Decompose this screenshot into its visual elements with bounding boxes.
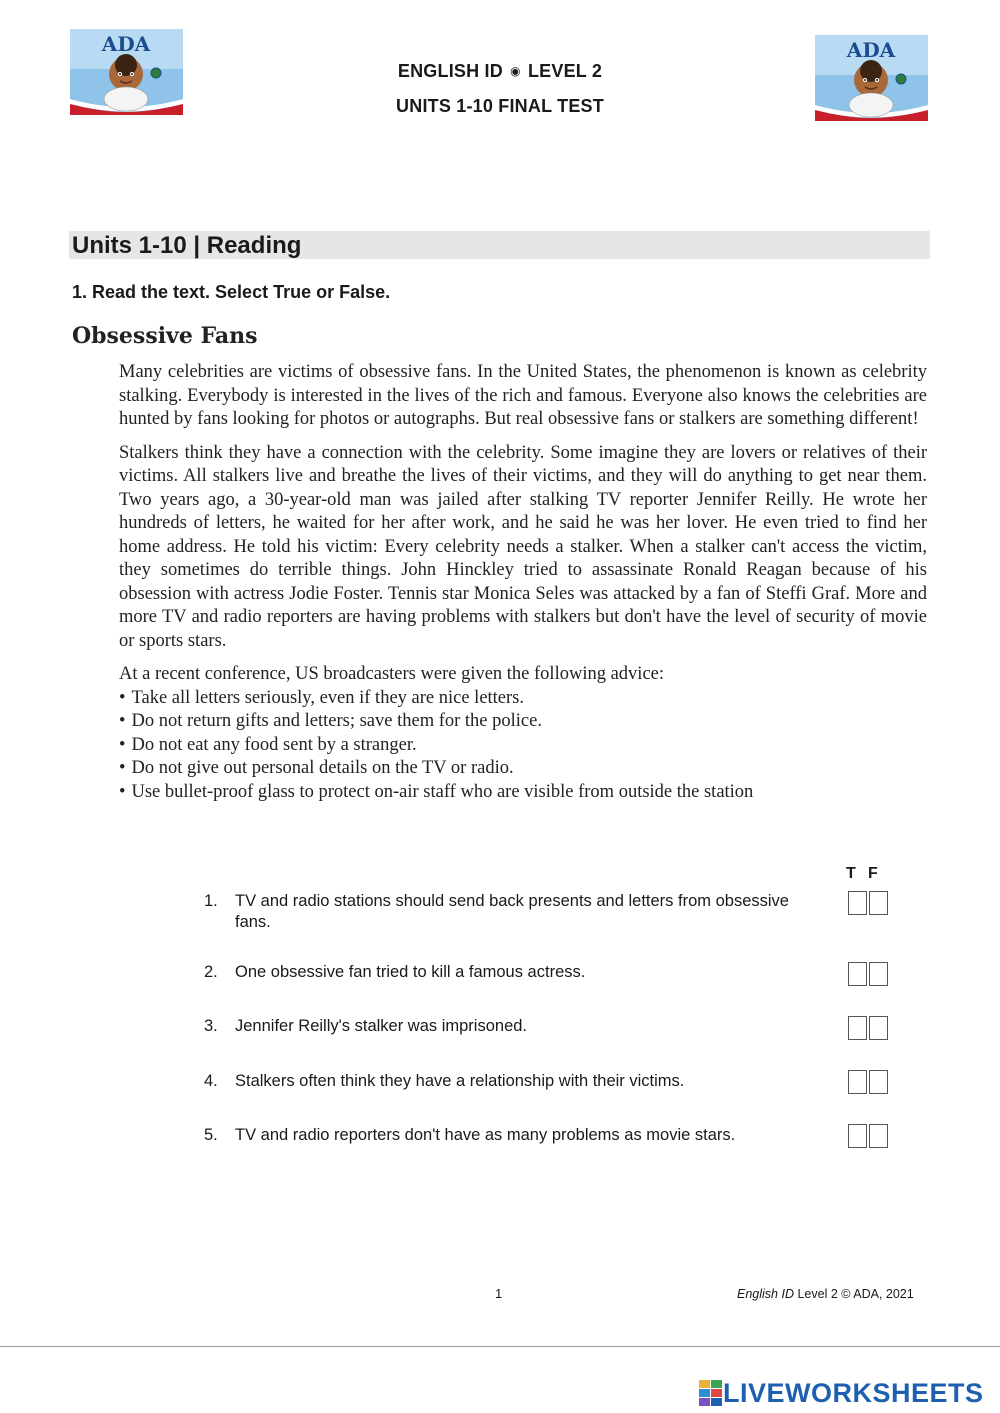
advice-item: • Take all letters seriously, even if they are nice letters. xyxy=(119,687,525,708)
course-title xyxy=(0,61,1000,82)
question-number: 3. xyxy=(204,1017,218,1035)
course-name: ENGLISH ID xyxy=(397,61,503,81)
article-title: Obsessive Fans xyxy=(72,323,258,349)
true-checkbox[interactable] xyxy=(848,891,867,915)
advice-list xyxy=(119,687,927,805)
question-text: TV and radio stations should send back presents and letters from obsessive fans. xyxy=(235,892,789,931)
question-text: Stalkers often think they have a relationship with their victims. xyxy=(235,1072,685,1090)
false-checkbox[interactable] xyxy=(869,891,888,915)
false-checkbox[interactable] xyxy=(869,962,888,986)
question-number: 5. xyxy=(204,1126,218,1144)
true-checkbox[interactable] xyxy=(848,1124,867,1148)
page-number: 1 xyxy=(495,1286,503,1301)
advice-item: • Use bullet-proof glass to protect on-air staff who are visible from outside the station xyxy=(119,781,754,802)
section-title: Units 1-10 | Reading xyxy=(72,232,302,259)
advice-item: • Do not eat any food sent by a stranger. xyxy=(119,734,417,755)
liveworksheets-brand[interactable] xyxy=(699,1376,984,1410)
article-paragraph: Stalkers think they have a connection with the celebrity. Some imagine they are lovers or relatives of their victims. All stalkers live and breathe the lives of their victims, and they will do anything to get near them. Two years ago, a 30-year-old man was jailed after stalking TV reporter Jennifer Reilly. He wrote her hundreds of letters, he waited for her after work, and he said he was her lover. He even tried to find her home address. He told his victim: Every celebrity needs a stalker. When a stalker can't access the victim, they sometimes do terrible things. John Hinckley tried to assassinate Ronald Reagan because of his obsession with actress Jodie Foster. Tennis star Monica Seles was attacked by a fan of Steffi Graf. More and more TV and radio reporters are having problems with stalkers but don't have the level of security of movie or sports stars. xyxy=(119,442,927,651)
separator-icon: ◉ xyxy=(510,64,521,78)
footer-divider xyxy=(0,1346,1000,1347)
test-title: UNITS 1-10 FINAL TEST xyxy=(396,96,604,116)
question-number: 4. xyxy=(204,1072,218,1090)
question-text: TV and radio reporters don't have as many problems as movie stars. xyxy=(235,1126,736,1144)
false-column-label: F xyxy=(868,865,878,882)
true-checkbox[interactable] xyxy=(848,1016,867,1040)
advice-item: • Do not return gifts and letters; save them for the police. xyxy=(119,711,542,731)
svg-text:ADA: ADA xyxy=(846,38,896,62)
copyright: English ID Level 2 © ADA, 2021 xyxy=(737,1287,914,1301)
true-checkbox[interactable] xyxy=(848,1070,867,1094)
article-paragraph: Many celebrities are victims of obsessive fans. In the United States, the phenomenon is known as celebrity stalking. Everybody is interested in the lives of the rich and famous. Everyone also knows the celebrities are hunted by fans looking for photos or autographs. But real obsessive fans or stalkers are something different! xyxy=(119,362,927,429)
question-text: Jennifer Reilly's stalker was imprisoned. xyxy=(235,1017,528,1035)
true-checkbox[interactable] xyxy=(848,962,867,986)
question-number: 2. xyxy=(204,963,218,981)
course-level: LEVEL 2 xyxy=(527,61,603,81)
article-body xyxy=(119,361,927,804)
section-header xyxy=(69,231,930,259)
liveworksheets-wordmark: LIVEWORKSHEETS xyxy=(723,1377,984,1408)
svg-text:ADA: ADA xyxy=(101,32,151,56)
false-checkbox[interactable] xyxy=(869,1124,888,1148)
instruction: 1. Read the text. Select True or False. xyxy=(72,282,391,302)
advice-intro: At a recent conference, US broadcasters were given the following advice: xyxy=(119,664,665,684)
false-checkbox[interactable] xyxy=(869,1016,888,1040)
liveworksheets-logo-icon xyxy=(699,1380,723,1406)
question-number: 1. xyxy=(204,892,218,910)
true-column-label: T xyxy=(846,865,856,882)
advice-item: • Do not give out personal details on the TV or radio. xyxy=(119,758,514,778)
false-checkbox[interactable] xyxy=(869,1070,888,1094)
question-text: One obsessive fan tried to kill a famous actress. xyxy=(235,963,586,981)
